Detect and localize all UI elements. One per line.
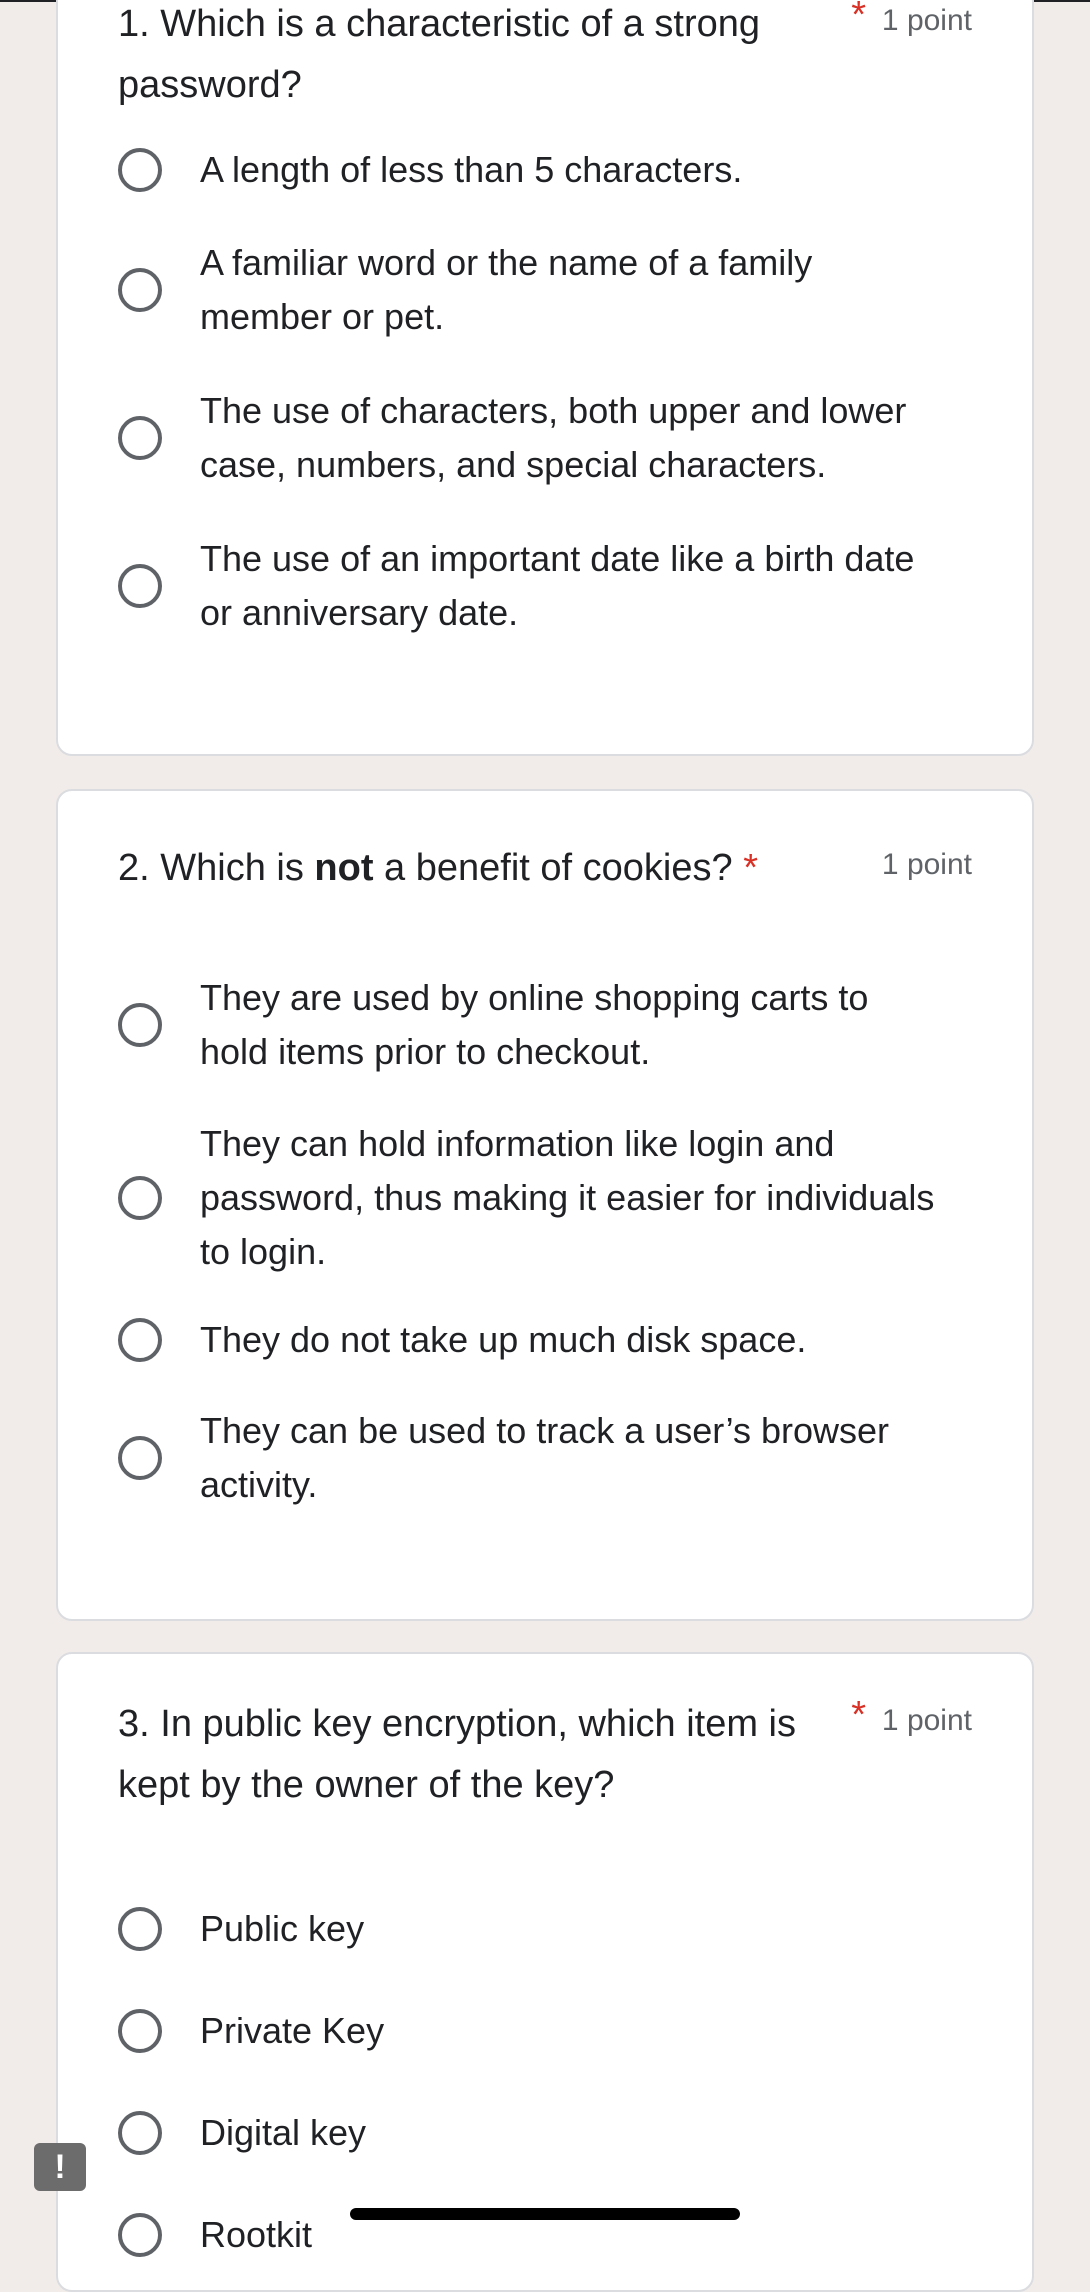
option-label: They can hold information like login and password, thus making it easier for individuals to login. <box>200 1123 935 1272</box>
option-2-1[interactable] <box>118 971 972 1079</box>
required-asterisk: * <box>851 0 866 36</box>
radio-button[interactable] <box>118 2111 162 2155</box>
alert-icon[interactable]: ! <box>34 2143 86 2191</box>
option-3-2[interactable] <box>118 2004 972 2058</box>
option-label: They do not take up much disk space. <box>200 1319 807 1360</box>
question-title-1: 1. Which is a characteristic of a strong password? <box>118 3 761 106</box>
question-title-3: 3. In public key encryption, which item is kept by the owner of the key? <box>118 1703 796 1806</box>
radio-button[interactable] <box>118 148 162 192</box>
option-label: Rootkit <box>200 2214 313 2255</box>
option-label: The use of characters, both upper and lower case, numbers, and special characters. <box>200 390 907 485</box>
radio-button[interactable] <box>118 2213 162 2257</box>
radio-button[interactable] <box>118 268 162 312</box>
question-header-3 <box>118 1694 972 1816</box>
option-1-4[interactable] <box>118 532 972 640</box>
question-card-3 <box>56 1652 1034 2292</box>
points-label: 1 point <box>881 848 972 881</box>
option-label: They can be used to track a user’s browser activity. <box>200 1410 890 1505</box>
required-asterisk: * <box>851 1694 866 1736</box>
radio-button[interactable] <box>118 1003 162 1047</box>
question-header-1 <box>118 0 972 116</box>
option-label: Private Key <box>200 2010 385 2051</box>
required-asterisk: * <box>743 847 758 889</box>
option-3-3[interactable] <box>118 2106 972 2160</box>
question-card-2 <box>56 789 1034 1621</box>
option-1-3[interactable] <box>118 384 972 492</box>
points-label: 1 point <box>881 1704 972 1737</box>
points-label: 1 point <box>881 4 972 37</box>
option-2-3[interactable] <box>118 1313 972 1367</box>
option-label: A familiar word or the name of a family member or pet. <box>200 242 813 337</box>
question-header-2 <box>118 838 972 899</box>
option-label: A length of less than 5 characters. <box>200 149 743 190</box>
option-label: Public key <box>200 1908 365 1949</box>
option-3-1[interactable] <box>118 1902 972 1956</box>
option-2-2[interactable] <box>118 1117 972 1279</box>
option-label: The use of an important date like a birth date or anniversary date. <box>200 538 915 633</box>
option-1-2[interactable] <box>118 236 972 344</box>
option-label: Digital key <box>200 2112 367 2153</box>
radio-button[interactable] <box>118 416 162 460</box>
question-title-2: 2. Which is not a benefit of cookies? * <box>118 847 758 889</box>
radio-button[interactable] <box>118 1436 162 1480</box>
home-indicator[interactable] <box>350 2208 740 2220</box>
question-card-1 <box>56 0 1034 756</box>
radio-button[interactable] <box>118 564 162 608</box>
option-2-4[interactable] <box>118 1404 972 1512</box>
option-1-1[interactable] <box>118 143 972 197</box>
radio-button[interactable] <box>118 1318 162 1362</box>
radio-button[interactable] <box>118 1176 162 1220</box>
radio-button[interactable] <box>118 2009 162 2053</box>
option-label: They are used by online shopping carts to hold items prior to checkout. <box>200 977 869 1072</box>
radio-button[interactable] <box>118 1907 162 1951</box>
